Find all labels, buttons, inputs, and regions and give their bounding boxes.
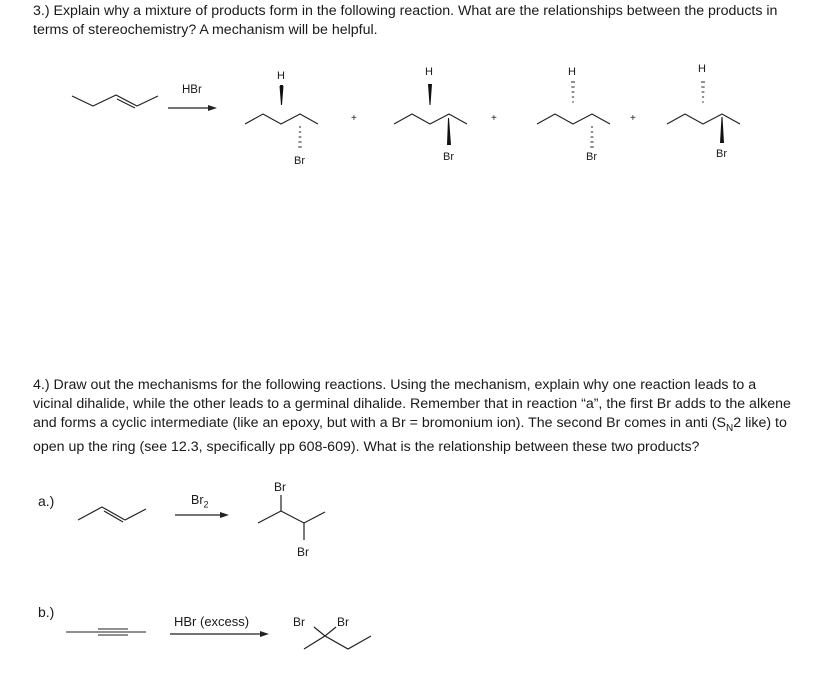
br-label-p1: Br [294,155,305,167]
question-3-text: 3.) Explain why a mixture of products form in the following reaction. What are the relationships between the products in terms of stereochemistry? A mechanism will be helpful. [33,3,778,38]
product-1 [245,85,318,147]
starting-alkyne-q4b [66,629,146,635]
plus-sign-2: + [491,113,497,124]
reagent-q4b: HBr (excess) [174,614,250,629]
product-q4b [304,627,371,649]
product-4 [667,82,740,143]
h-label-p3: H [568,66,576,78]
br-label-p2: Br [443,151,454,163]
br-left-q4b: Br [293,615,305,629]
br-top-q4a: Br [274,480,286,494]
plus-sign-3: + [630,113,636,124]
br-bottom-q4a: Br [297,545,309,559]
part-b-label: b.) [38,604,55,620]
reaction-arrow-q4b [170,631,269,637]
question-4-text [33,376,793,457]
reagent-q3: HBr [182,84,202,96]
reagent-q4a-main: Br [191,493,204,507]
product-q4a [258,495,325,540]
br-label-p3: Br [586,151,597,163]
product-2 [394,84,467,145]
reagent-q4a [191,493,209,510]
h-label-p4: H [698,63,706,75]
reagent-q4a-sub: 2 [203,499,209,510]
question-4-text-part1: 4.) Draw out the mechanisms for the following reactions. Using the mechanism, explain why one reaction leads to a vicinal dihalide, while the other leads to a germinal dihalide. Remember that in reaction “a”, the first Br adds to the alkene and forms a cyclic intermediate (like an epoxy, but with a Br = bromonium ion). The second Br comes in anti (S [33,377,791,431]
reaction-arrow-q4a [175,512,229,518]
starting-alkene-q3 [72,95,158,108]
br-label-p4: Br [716,148,727,160]
question-4-subscript: N [726,422,734,434]
reaction-arrow-q3 [168,105,217,111]
starting-alkene-q4a [78,507,146,522]
product-3 [537,82,610,147]
part-a-label: a.) [38,493,55,509]
h-label-p2: H [425,66,433,78]
br-right-q4b: Br [337,615,349,629]
h-label-p1: H [277,70,285,82]
plus-sign-1: + [351,113,357,124]
question-4-text-part2: 2 like) to open up the ring (see 12.3, specifically pp 608-609). What is the relationship between these two products? [33,415,787,455]
